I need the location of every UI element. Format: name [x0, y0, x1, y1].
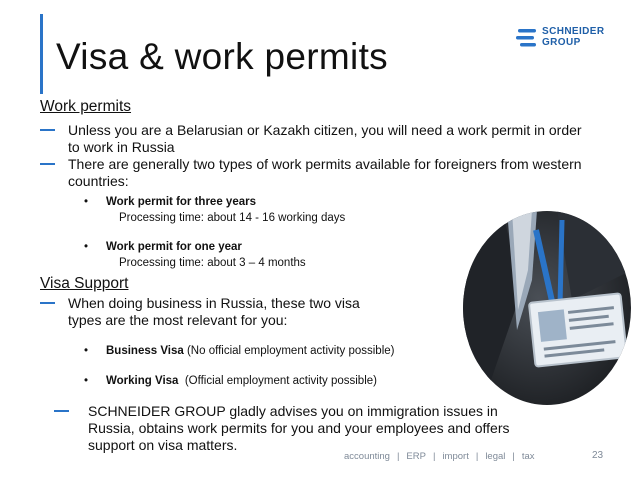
dash-bullet-icon [40, 163, 55, 165]
footer-item-import: import [442, 451, 469, 462]
footer-topics: accounting | ERP | import | legal | tax [344, 451, 535, 462]
closing-statement [40, 403, 510, 454]
dash-bullet-icon [40, 302, 55, 304]
item-line: countries: [68, 173, 129, 189]
logo-text [542, 26, 605, 48]
work-permit-requirement-item [40, 122, 610, 156]
visa-support-heading: Visa Support [40, 275, 129, 292]
bullet-icon: • [84, 375, 89, 387]
item-line: SCHNEIDER GROUP gladly advises you on immigration issues in [88, 403, 498, 419]
item-line: Russia, obtains work permits for you and your employees and offers [88, 420, 510, 436]
bullet-icon: • [84, 241, 89, 253]
logo-line-2: GROUP [542, 37, 581, 48]
logo-line-1: SCHNEIDER [542, 26, 605, 37]
footer-item-legal: legal [485, 451, 506, 462]
item-line: When doing business in Russia, these two visa [68, 295, 360, 311]
work-permit-types-item [40, 156, 610, 190]
dash-bullet-icon [40, 129, 55, 131]
visa-types-item [40, 295, 440, 329]
logo-mark-icon [516, 28, 538, 48]
dash-bullet-icon [54, 410, 69, 412]
permit-type-title: Work permit for three years [106, 196, 256, 208]
permit-type-title: Work permit for one year [106, 241, 242, 253]
visa-type-note: (No official employment activity possible) [183, 345, 395, 357]
visa-type-title: Business Visa [106, 345, 184, 357]
permit-type-processing-time: Processing time: about 14 - 16 working days [119, 212, 346, 224]
bullet-icon: • [84, 345, 89, 357]
visa-type-note: (Official employment activity possible) [178, 375, 377, 387]
visa-type-title: Working Visa [106, 375, 179, 387]
slide-title: Visa & work permits [56, 36, 388, 77]
footer-item-erp: ERP [406, 451, 426, 462]
item-line: types are the most relevant for you: [68, 312, 288, 328]
permit-type-processing-time: Processing time: about 3 – 4 months [119, 257, 306, 269]
item-line: Unless you are a Belarusian or Kazakh citizen, you will need a work permit in order [68, 122, 582, 138]
item-line: to work in Russia [68, 139, 175, 155]
page-number: 23 [592, 450, 604, 461]
work-permits-heading: Work permits [40, 98, 132, 115]
footer-item-accounting: accounting [344, 451, 390, 462]
title-accent-bar [40, 14, 43, 94]
item-line: There are generally two types of work permits available for foreigners from western [68, 156, 582, 172]
footer-item-tax: tax [521, 451, 535, 462]
item-line: support on visa matters. [88, 437, 238, 453]
schneider-group-logo [516, 26, 616, 50]
badge-lanyard-photo [462, 210, 632, 406]
bullet-icon: • [84, 196, 89, 208]
